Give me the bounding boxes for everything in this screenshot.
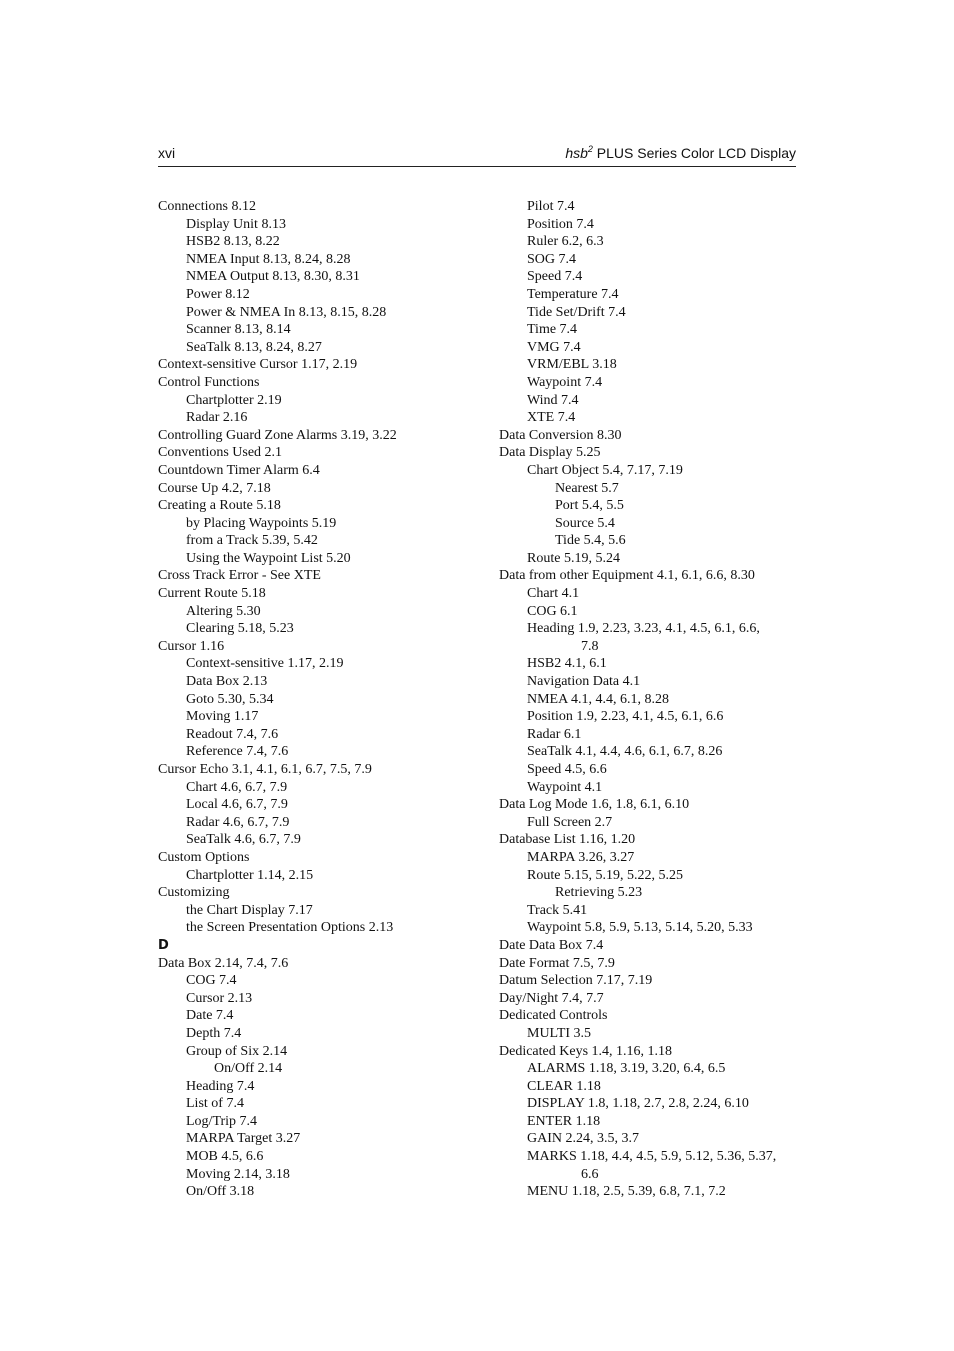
- index-subentry: Heading 1.9, 2.23, 3.23, 4.1, 4.5, 6.1, 6.6,: [527, 621, 760, 637]
- index-subentry: Heading 7.4: [186, 1078, 255, 1094]
- index-entry: Datum Selection 7.17, 7.19: [499, 973, 653, 989]
- index-subentry: COG 7.4: [186, 973, 237, 989]
- index-subentry: SeaTalk 4.1, 4.4, 4.6, 6.1, 6.7, 8.26: [527, 744, 723, 760]
- index-subentry: Position 1.9, 2.23, 4.1, 4.5, 6.1, 6.6: [527, 709, 724, 725]
- index-subentry: HSB2 8.13, 8.22: [186, 234, 280, 250]
- index-subsubentry: Source 5.4: [555, 515, 615, 531]
- index-subentry: Waypoint 7.4: [527, 374, 603, 390]
- index-subentry: CLEAR 1.18: [527, 1078, 601, 1094]
- index-entry: Current Route 5.18: [158, 586, 266, 602]
- index-subentry: by Placing Waypoints 5.19: [186, 515, 337, 531]
- index-subentry: Pilot 7.4: [527, 199, 575, 214]
- index-subentry: Speed 4.5, 6.6: [527, 762, 607, 777]
- index-subentry: MOB 4.5, 6.6: [186, 1149, 264, 1165]
- index-entry: Day/Night 7.4, 7.7: [499, 990, 604, 1006]
- index-entry: Cross Track Error - See XTE: [158, 568, 321, 584]
- index-entry: Dedicated Controls: [499, 1008, 608, 1024]
- index-subentry: Depth 7.4: [186, 1025, 242, 1041]
- index-subentry: SOG 7.4: [527, 251, 577, 267]
- index-entry: Database List 1.16, 1.20: [499, 832, 636, 848]
- index-subentry: MARPA Target 3.27: [186, 1131, 301, 1147]
- index-entry: Cursor Echo 3.1, 4.1, 6.1, 6.7, 7.5, 7.9: [158, 762, 372, 777]
- index-subentry: Altering 5.30: [186, 603, 261, 619]
- index-subentry: Chartplotter 1.14, 2.15: [186, 867, 314, 883]
- index-entry: Data Log Mode 1.6, 1.8, 6.1, 6.10: [499, 797, 690, 813]
- index-subentry: NMEA 4.1, 4.4, 6.1, 8.28: [527, 691, 669, 707]
- index-subentry: DISPLAY 1.8, 1.18, 2.7, 2.8, 2.24, 6.10: [527, 1096, 749, 1112]
- index-subentry: Full Screen 2.7: [527, 814, 613, 830]
- index-subentry: MARKS 1.18, 4.4, 4.5, 5.9, 5.12, 5.36, 5.37,: [527, 1149, 777, 1165]
- index-subentry: Speed 7.4: [527, 269, 583, 285]
- index-subentry: Context-sensitive 1.17, 2.19: [186, 656, 344, 672]
- index-entry: Controlling Guard Zone Alarms 3.19, 3.22: [158, 427, 397, 443]
- index-entry-continuation: 6.6: [581, 1166, 599, 1182]
- running-title: [565, 145, 796, 161]
- index-subentry: Track 5.41: [527, 902, 588, 918]
- index-entry: Cursor 1.16: [158, 638, 225, 654]
- index-subentry: Radar 2.16: [186, 410, 248, 426]
- index-entry: Date Data Box 7.4: [499, 937, 604, 953]
- index-subentry: Chart 4.1: [527, 586, 580, 602]
- index-subentry: HSB2 4.1, 6.1: [527, 656, 607, 672]
- index-subentry: Moving 2.14, 3.18: [186, 1166, 290, 1182]
- index-subentry: MULTI 3.5: [527, 1025, 592, 1041]
- index-subentry: Using the Waypoint List 5.20: [186, 550, 351, 566]
- index-subentry: Tide Set/Drift 7.4: [527, 304, 626, 320]
- index-subentry: Power & NMEA In 8.13, 8.15, 8.28: [186, 304, 387, 320]
- index-subentry: Chart 4.6, 6.7, 7.9: [186, 779, 288, 795]
- index-entry: Context-sensitive Cursor 1.17, 2.19: [158, 357, 358, 373]
- index-subentry: NMEA Input 8.13, 8.24, 8.28: [186, 251, 351, 267]
- index-subentry: Temperature 7.4: [527, 286, 619, 302]
- index-entry: Data Conversion 8.30: [499, 427, 622, 443]
- index-subentry: Route 5.15, 5.19, 5.22, 5.25: [527, 867, 683, 883]
- index-subentry: Time 7.4: [527, 322, 578, 338]
- index-subentry: Route 5.19, 5.24: [527, 550, 620, 566]
- index-entry: Course Up 4.2, 7.18: [158, 480, 271, 496]
- page-number: xvi: [158, 145, 176, 161]
- index-subentry: ALARMS 1.18, 3.19, 3.20, 6.4, 6.5: [527, 1061, 726, 1077]
- index-subentry: Goto 5.30, 5.34: [186, 691, 274, 707]
- index-subentry: Chartplotter 2.19: [186, 392, 282, 408]
- index-entry: Control Functions: [158, 374, 260, 390]
- index-subentry: Position 7.4: [527, 216, 594, 232]
- index-entry: Dedicated Keys 1.4, 1.16, 1.18: [499, 1043, 673, 1059]
- index-subentry: from a Track 5.39, 5.42: [186, 533, 318, 549]
- index-subentry: Data Box 2.13: [186, 674, 268, 690]
- index-entry: Countdown Timer Alarm 6.4: [158, 462, 320, 478]
- index-subentry: Date 7.4: [186, 1008, 234, 1024]
- index-subentry: Chart Object 5.4, 7.17, 7.19: [527, 462, 683, 478]
- index-subentry: SeaTalk 8.13, 8.24, 8.27: [186, 339, 322, 355]
- index-subentry: the Screen Presentation Options 2.13: [186, 920, 394, 936]
- index-subentry: Scanner 8.13, 8.14: [186, 322, 291, 338]
- index-subentry: Ruler 6.2, 6.3: [527, 234, 604, 250]
- index-subentry: the Chart Display 7.17: [186, 902, 313, 918]
- index-subentry: COG 6.1: [527, 603, 578, 619]
- index-subentry: XTE 7.4: [527, 410, 576, 426]
- index-subentry: Local 4.6, 6.7, 7.9: [186, 797, 288, 813]
- index-subentry: Group of Six 2.14: [186, 1043, 288, 1059]
- index-subsubentry: Port 5.4, 5.5: [555, 498, 624, 514]
- index-subsubentry: Nearest 5.7: [555, 480, 619, 496]
- index-subentry: On/Off 3.18: [186, 1184, 255, 1200]
- index-subentry: List of 7.4: [186, 1096, 244, 1112]
- index-subentry: Display Unit 8.13: [186, 216, 286, 232]
- index-entry: Customizing: [158, 885, 230, 901]
- index-subentry: Log/Trip 7.4: [186, 1113, 258, 1129]
- index-entry-continuation: 7.8: [581, 638, 599, 654]
- index-entry: Date Format 7.5, 7.9: [499, 955, 615, 971]
- index-subentry: MENU 1.18, 2.5, 5.39, 6.8, 7.1, 7.2: [527, 1184, 726, 1200]
- index-subsubentry: Tide 5.4, 5.6: [555, 533, 626, 549]
- index-subentry: Radar 4.6, 6.7, 7.9: [186, 814, 290, 830]
- index-subentry: Waypoint 5.8, 5.9, 5.13, 5.14, 5.20, 5.33: [527, 920, 753, 936]
- index-column-left: [158, 198, 468, 1201]
- index-subentry: Readout 7.4, 7.6: [186, 726, 279, 742]
- index-subentry: VMG 7.4: [527, 339, 581, 355]
- index-subentry: Waypoint 4.1: [527, 779, 603, 795]
- brand-superscript: 2: [587, 144, 593, 154]
- page-header: [158, 142, 796, 167]
- index-subentry: NMEA Output 8.13, 8.30, 8.31: [186, 269, 360, 285]
- index-column-right: [499, 198, 799, 1201]
- index-entry: Connections 8.12: [158, 199, 256, 214]
- index-entry: Data Box 2.14, 7.4, 7.6: [158, 955, 289, 971]
- index-section-letter: D: [158, 937, 169, 953]
- running-title-text: PLUS Series Color LCD Display: [592, 145, 796, 161]
- index-subentry: VRM/EBL 3.18: [527, 357, 617, 373]
- index-entry: Data from other Equipment 4.1, 6.1, 6.6, 8.30: [499, 568, 755, 584]
- brand-name: hsb: [565, 145, 588, 161]
- index-entry: Data Display 5.25: [499, 445, 601, 461]
- index-entry: Conventions Used 2.1: [158, 445, 283, 461]
- index-subsubentry: On/Off 2.14: [214, 1061, 283, 1077]
- index-entry: Creating a Route 5.18: [158, 498, 281, 514]
- index-subentry: GAIN 2.24, 3.5, 3.7: [527, 1131, 639, 1147]
- index-subentry: Clearing 5.18, 5.23: [186, 621, 294, 637]
- index-subsubentry: Retrieving 5.23: [555, 885, 643, 901]
- index-subentry: SeaTalk 4.6, 6.7, 7.9: [186, 832, 301, 848]
- index-subentry: Wind 7.4: [527, 392, 579, 408]
- index-subentry: MARPA 3.26, 3.27: [527, 849, 635, 865]
- index-entry: Custom Options: [158, 849, 250, 865]
- index-subentry: ENTER 1.18: [527, 1113, 601, 1129]
- index-subentry: Power 8.12: [186, 286, 250, 302]
- index-subentry: Radar 6.1: [527, 726, 582, 742]
- index-subentry: Reference 7.4, 7.6: [186, 744, 289, 760]
- index-subentry: Cursor 2.13: [186, 990, 253, 1006]
- index-subentry: Navigation Data 4.1: [527, 674, 641, 690]
- index-subentry: Moving 1.17: [186, 709, 259, 725]
